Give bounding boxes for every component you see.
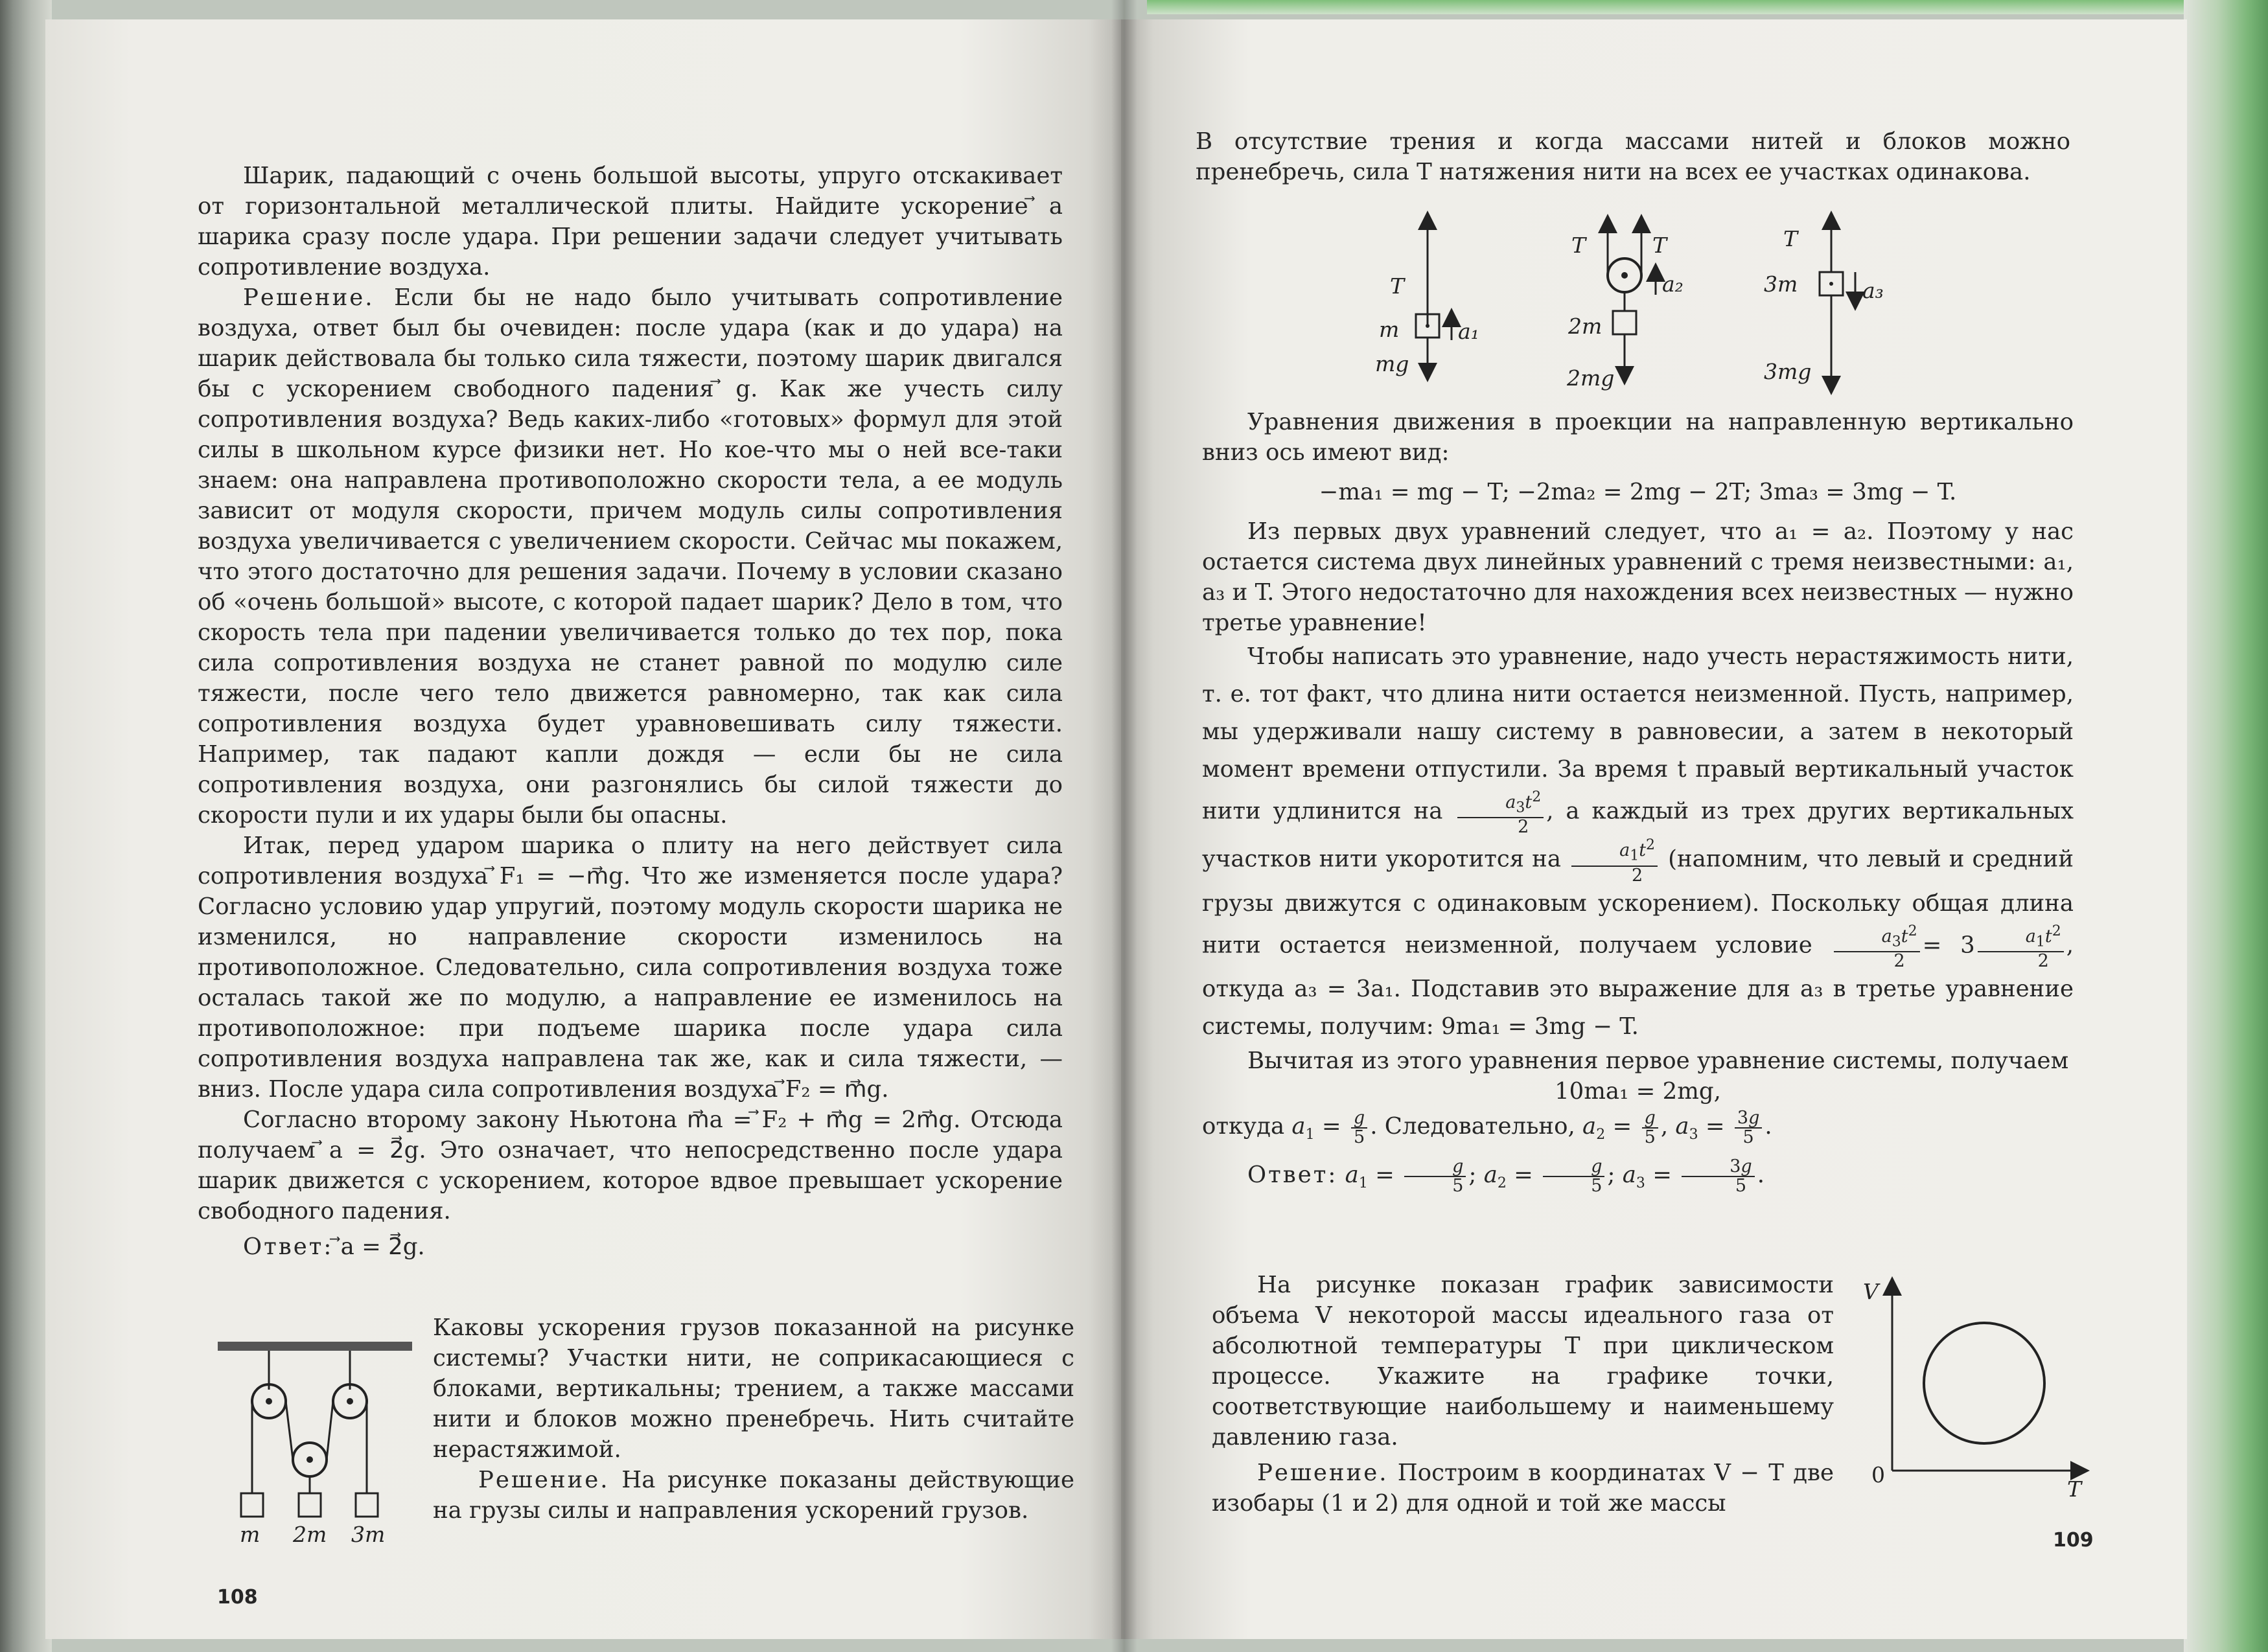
problem-3-text: На рисунке показан график зависимости объема V некоторой массы идеального газа от абсолютной температуры T при циклическом процессе. Укажите на графике точки, соответствующие наибольшему и наименьшему давлению газа. bbox=[1212, 1272, 1834, 1451]
fraction-3g-5-b: $\frac{3g}{5}$ bbox=[1682, 1158, 1754, 1195]
book-cover-top bbox=[1147, 0, 2184, 14]
fraction-a3t2-2: $\frac{a_3t^2}{2}$ bbox=[1457, 788, 1544, 836]
stretch-text-1: Чтобы написать это уравнение, надо учесть нерастяжимость нити, т. е. тот факт, что длина нити остается неизменной. Пусть, например, мы удерживали нашу систему в равновесии, а затем в некоторый момент времени отпустили. За время t правый вертикальный участок нити удлинится на bbox=[1202, 643, 2074, 825]
load-m bbox=[241, 1493, 263, 1517]
solution-2-label: Решение. bbox=[478, 1467, 610, 1493]
problem-1 bbox=[198, 161, 1063, 1262]
stretch-text-4: , откуда a₃ = 3a₁. Подставив это выражение для a₃ в третье уравнение системы, получим: 9ma₁ = 3mg − T. bbox=[1202, 932, 2074, 1040]
label-3m: 3m bbox=[351, 1522, 386, 1547]
label-m-1: m bbox=[1379, 317, 1400, 342]
answer-2-label: Ответ: bbox=[1247, 1162, 1338, 1189]
fraction-condition-right: $\frac{a_1t^2}{2}$ bbox=[1978, 923, 2064, 970]
origin-label: 0 bbox=[1871, 1462, 1885, 1487]
fraction-g-5-c: $\frac{g}{5}$ bbox=[1404, 1158, 1466, 1195]
equation-10ma1: 10ma₁ = 2mg, bbox=[1555, 1078, 1721, 1105]
fraction-condition-left: $\frac{a_3t^2}{2}$ bbox=[1834, 923, 1920, 970]
label-3m: 3m bbox=[1764, 271, 1798, 297]
axis-label-v: V bbox=[1863, 1279, 1879, 1304]
solution-2-text: На рисунке показаны действующие на грузы силы и направления ускорений грузов. bbox=[433, 1467, 1074, 1524]
problem-1-text: Шарик, падающий с очень большой высоты, упруго отскакивает от горизонтальной металлической плиты. Найдите ускорение ⃗a шарика сразу после удара. При решении задачи следует учитывать сопротивление воздуха. bbox=[198, 163, 1063, 281]
pulley-system-figure bbox=[207, 1331, 421, 1552]
fraction-a1t2-2: $\frac{a_1t^2}{2}$ bbox=[1571, 836, 1658, 884]
stretch-text-2: , а каждый из трех других вертикальных участков нити укоротится на bbox=[1202, 797, 2074, 873]
label-T-2b: T bbox=[1652, 233, 1667, 258]
solution-1-text: Если бы не надо было учитывать сопротивление воздуха, ответ был бы очевиден: после удара (как и до удара) на шарик действовала бы только сила тяжести, поэтому шарик двигался бы с ускорением свободного падения ⃗g. Как же учесть силу сопротивления воздуха? Ведь каких-либо «готовых» формул для этой силы в школьном курсе физики нет. Но кое-что мы о ней все-таки знаем: она направлена противоположно скорости тела, а ее модуль зависит от модуля скорости, причем модуль силы сопротивления воздуха увеличивается с увеличением скорости. Сейчас мы покажем, что этого достаточно для решения задачи. Почему в условии сказано об «очень большой» высоте, с которой падает шарик? Дело в том, что скорость тела при падении увеличивается только до тех пор, пока сила сопротивления воздуха не станет равной по модулю силе тяжести, после чего тело движется равномерно, так как сила сопротивления воздуха будет уравновешивать силу тяжести. Например, так падают капли дождя — если бы не сила сопротивления воздуха, они разгонялись бы силой тяжести до скорости пули и их удары были бы опасны. bbox=[198, 284, 1063, 829]
problem-3 bbox=[1212, 1270, 1834, 1519]
label-3mg: 3mg bbox=[1764, 359, 1812, 384]
solution-3-label: Решение. bbox=[1257, 1460, 1389, 1486]
whence-text: откуда bbox=[1202, 1113, 1285, 1140]
page-number-108: 108 bbox=[217, 1586, 258, 1609]
right-solution: Уравнения движения в проекции на направленную вертикально вниз ось имеют вид: −ma₁ = mg − T; −2ma₂ = 2mg − 2T; 3ma₃ = 3mg − T. Из первых двух уравнений следует, что a₁ = a₂. Поэтому у нас остается система двух линейных уравнений с тремя неизвестными: a₁, a₃ и T. Этого недостаточно для нахождения всех неизвестных — нужно третье уравнение! Чтобы написать это уравнение, надо учесть нерастяжимость нити, т. е. тот факт, что длина нити остается неизменной. Пусть, например, мы удерживали нашу систему в равновесии, а затем в некоторый момент времени отпустили. За время t правый вертикальный участок нити удлинится на $\frac{a_3t^2}{2}$ , а каждый из трех других вертикальных участков нити укоротится на $\frac{a_1t^2}{2}$ (напомним, что левый и средний грузы движутся с одинаковым ускорением). Поскольку общая длина нити остается неизменной, получаем условие $\frac{a_3t^2}{2}$ = 3 $\frac{a_1t^2}{2}$ , откуда a₃ = 3a₁. Подставив это выражение для a₃ в третье уравнение системы, получим: 9ma₁ = 3mg − T. Вычитая из этого уравнения первое уравнение системы, получаем 10ma₁ = 2mg, откуда $a_1$ = $\frac{g}{5}$ . Следовательно, $a_2$ = $\frac{g}{5}$ , $a_3$ = $\frac{3g}{5}$ . Ответ: $a_1$ = $\frac{g}{5}$ ; $a_2$ = $\frac{g}{5}$ ; $a_3$ = $\frac{3g}{5}$ . bbox=[1202, 407, 2074, 1204]
tension-intro: В отсутствие трения и когда массами нитей и блоков можно пренебречь, сила T натяжения нити на всех ее участках одинакова. bbox=[1196, 128, 2070, 185]
fraction-3g-5-a: $\frac{3g}{5}$ bbox=[1735, 1109, 1762, 1147]
label-T-3: T bbox=[1783, 226, 1798, 251]
fraction-g-5-b: $\frac{g}{5}$ bbox=[1642, 1109, 1658, 1147]
book-edge-left bbox=[0, 0, 52, 1652]
problem-2-text: Каковы ускорения грузов показанной на рисунке системы? Участки нити, не соприкасающиеся с блоками, вертикальны; трением, а также массами нити и блоков можно пренебречь. Нить считайте нерастяжимой. bbox=[433, 1314, 1074, 1463]
problem-2 bbox=[433, 1313, 1074, 1526]
label-T-2a: T bbox=[1571, 233, 1586, 258]
right-intro bbox=[1196, 126, 2070, 187]
cycle-circle bbox=[1924, 1323, 2044, 1443]
page-number-109: 109 bbox=[2053, 1529, 2094, 1552]
book-gutter bbox=[1111, 0, 1137, 1652]
axis-label-t: T bbox=[2067, 1476, 2082, 1502]
answer-1-label: Ответ: bbox=[243, 1233, 334, 1260]
ceiling-beam bbox=[218, 1342, 412, 1351]
fraction-g-5-a: $\frac{g}{5}$ bbox=[1351, 1109, 1367, 1147]
label-a1: a₁ bbox=[1458, 319, 1479, 344]
solution-1-p3: Согласно второму закону Ньютона m⃗a = ⃗F₂ + m⃗g = 2m⃗g. Отсюда получаем ⃗a = 2⃗g. Это означает, что непосредственно после удара шарик движется с ускорением, которое вдвое превышает ускорение свободного падения. bbox=[198, 1107, 1063, 1224]
body-2m bbox=[1613, 311, 1636, 334]
label-mg-1: mg bbox=[1375, 351, 1409, 376]
vt-graph bbox=[1853, 1273, 2100, 1519]
label-m: m bbox=[240, 1522, 260, 1547]
label-T-1: T bbox=[1390, 273, 1405, 299]
force-diagram bbox=[1361, 211, 1899, 398]
book-cover-right bbox=[2184, 0, 2268, 1652]
load-2m bbox=[299, 1493, 321, 1517]
label-a2: a₂ bbox=[1662, 271, 1684, 297]
load-3m bbox=[356, 1493, 378, 1517]
paragraph-a1-a2: Из первых двух уравнений следует, что a₁ = a₂. Поэтому у нас остается система двух линейных уравнений с тремя неизвестными: a₁, a₃ и T. Этого недостаточно для нахождения всех неизвестных — нужно третье уравнение! bbox=[1202, 518, 2074, 636]
label-2m: 2m bbox=[293, 1522, 327, 1547]
label-2mg: 2mg bbox=[1567, 365, 1615, 391]
solution-1-p2: Итак, перед ударом шарика о плиту на него действует сила сопротивления воздуха ⃗F₁ = −m⃗g. Что же изменяется после удара? Согласно условию удар упругий, поэтому модуль скорости шарика не изменился, но направление скорости изменилось на противоположное. Следовательно, сила сопротивления воздуха тоже осталась такой же по модулю, а направление ее изменилось на противоположное: при подъеме шарика после удара сила сопротивления воздуха направлена так же, как и сила тяжести, — вниз. После удара сила сопротивления воздуха ⃗F₂ = m⃗g. bbox=[198, 832, 1063, 1103]
label-2m: 2m bbox=[1568, 314, 1603, 339]
subtract-paragraph: Вычитая из этого уравнения первое уравнение системы, получаем bbox=[1247, 1048, 2069, 1075]
answer-1-value: ⃗a = 2⃗g. bbox=[340, 1233, 425, 1260]
fraction-g-5-d: $\frac{g}{5}$ bbox=[1543, 1158, 1604, 1195]
equations-intro: Уравнения движения в проекции на направленную вертикально вниз ось имеют вид: bbox=[1202, 409, 2074, 466]
equations-system: −ma₁ = mg − T; −2ma₂ = 2mg − 2T; 3ma₃ = 3mg − T. bbox=[1319, 479, 1957, 505]
solution-1-label: Решение. bbox=[243, 284, 375, 311]
label-a3: a₃ bbox=[1862, 278, 1884, 303]
solution-3-text: Построим в координатах V − T две изобары (1 и 2) для одной и той же массы bbox=[1212, 1460, 1834, 1517]
stretch-text-3: (напомним, что левый и средний грузы движутся с одинаковым ускорением). Поскольку общая длина нити остается неизменной, получаем условие bbox=[1202, 846, 2074, 959]
